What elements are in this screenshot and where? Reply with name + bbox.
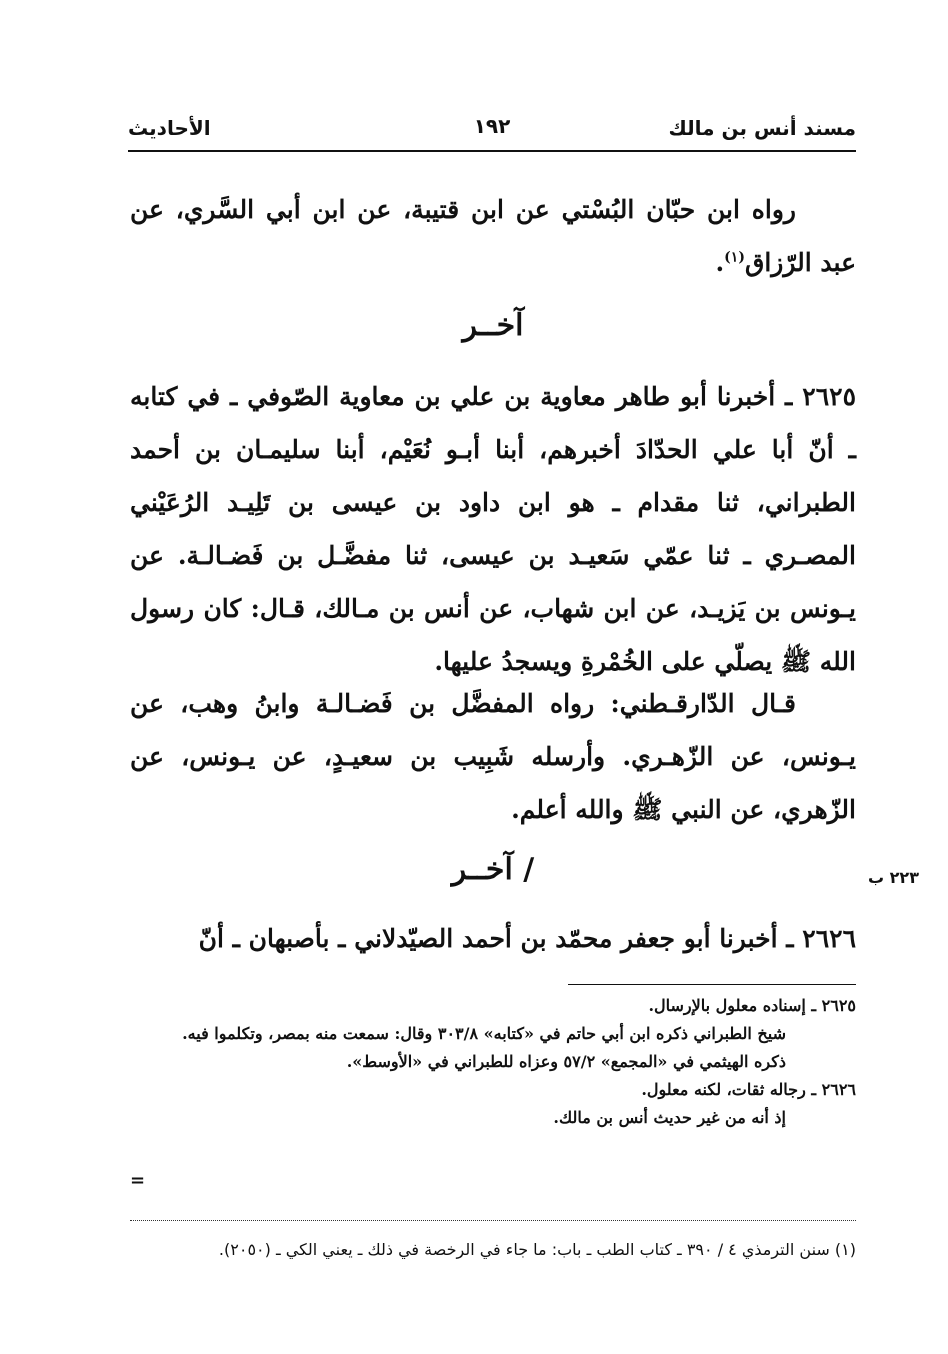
footnote-2625-b: شيخ الطبراني ذكره ابن أبي حاتم في «كتابه» ٣٠٣/٨ وقال: سمعت منه بمصر، وتكلموا فيه. [182, 1024, 786, 1043]
footnote-2626-b: إذ أنه من غير حديث أنس بن مالك. [553, 1108, 786, 1127]
heading-akhar-2: / آخــر [451, 852, 535, 887]
header-rule [128, 150, 856, 152]
hadith-2625 [130, 370, 856, 688]
footnote-2625-c: ذكره الهيثمي في «المجمع» ٥٧/٢ وعزاه للطبراني في «الأوسط». [346, 1052, 786, 1071]
continuation-mark: = [130, 1170, 146, 1191]
dotted-rule [130, 1220, 856, 1221]
hadith-2625-text: ـ أخبرنا أبو طاهر معاوية بن علي بن معاوية الصّوفي ـ في كتابه ـ أنّ أبا علي الحدّادَ أخبرهم، أبنا أبـو نُعَيْم، أبنا سليمـان بن أحمد الطبراني، ثنا مقدام ـ هو ابن داود بن عيسى بن تَلِيـد الرُعَيْني المصـري ـ ثنا عمّي سَعيـد بن عيسى، ثنا مفضَّـل بن فَضـالـة. عن يـونس بن يَزيـد، عن ابن شهاب، عن أنس بن مـالك، قـال: كان رسول الله ﷺ يصلّي على الخُمْرةِ ويسجدُ عليها. [130, 382, 856, 676]
margin-folio-note: ٢٢٣ ب [868, 868, 919, 887]
footnote-2625-a: ٢٦٢٥ ـ إسناده معلول بالإرسال. [648, 996, 856, 1015]
hadith-number-2625: ٢٦٢٥ [802, 382, 856, 411]
running-header [128, 110, 856, 150]
page-number: ١٩٢ [473, 114, 511, 138]
heading-akhar-1: آخــر [462, 308, 524, 343]
paragraph-1-text: رواه ابن حبّان البُسْتي عن ابن قتيبة، عن ابن أبي السَّري، عن عبد الرّزاق [130, 195, 856, 277]
hadith-2626 [130, 912, 856, 965]
hadith-number-2626: ٢٦٢٦ [802, 924, 856, 953]
paragraph-1 [130, 183, 856, 289]
paragraph-daraqutni: قـال الدّارقـطني: رواه المفضَّل بن فَضـالـة وابنُ وهب، عن يـونس، عن الزّهـري. وأرسله شَبِيب بن سعيـدٍ، عن يـونس، عن الزّهري، عن النبي ﷺ والله أعلم. [130, 689, 856, 824]
endnote-1: (١) سنن الترمذي ٤ / ٣٩٠ ـ كتاب الطب ـ باب: ما جاء في الرخصة في ذلك ـ يعني الكي ـ (٢٠٥٠). [218, 1240, 856, 1259]
footnotes [130, 992, 856, 1132]
book-title: مسند أنس بن مالك [668, 116, 856, 140]
paragraph-1-end: . [715, 248, 725, 277]
footnote-2626-a: ٢٦٢٦ ـ رجاله ثقات، لكنه معلول. [641, 1080, 856, 1099]
footnote-rule [568, 984, 856, 985]
footnote-ref: (١) [724, 249, 745, 266]
section-name: الأحاديث [128, 116, 211, 140]
hadith-2626-text: ـ أخبرنا أبو جعفر محمّد بن أحمد الصيّدلاني ـ بأصبهان ـ أنّ [198, 924, 803, 953]
